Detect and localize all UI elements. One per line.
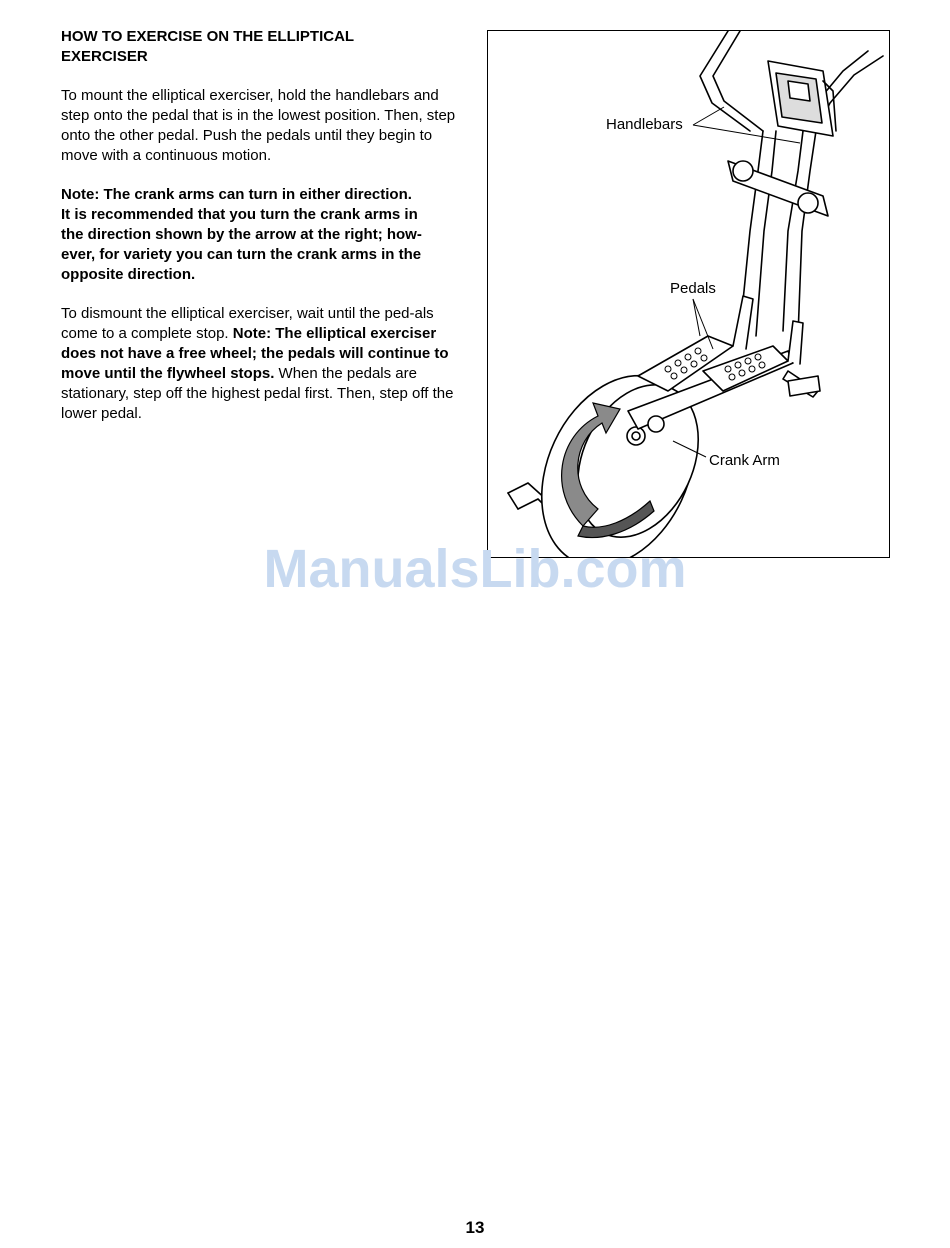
section-heading — [61, 27, 471, 67]
dismount-instructions — [61, 304, 471, 424]
instructions-column — [61, 27, 471, 443]
watermark: ManualsLib.com — [263, 539, 687, 599]
note-line: It is recommended that you turn the crank arms in — [61, 206, 418, 223]
pedals-label: Pedals — [670, 280, 716, 297]
mount-instructions: To mount the elliptical exerciser, hold the handlebars and step onto the pedal that is in the lowest position. Then, step onto the other pedal. Push the pedals until they begin to move with a continuous motion. — [61, 87, 456, 164]
section-heading-line-1: HOW TO EXERCISE ON THE ELLIPTICAL — [61, 28, 355, 45]
section-heading-line-2: EXERCISER — [61, 48, 148, 65]
note-line: opposite direction. — [61, 266, 196, 283]
dismount-text-end: When the pedals are stationary, step off the highest pedal first. Then, step off the lower pedal. — [61, 365, 454, 422]
page-number: 13 — [465, 1218, 485, 1237]
handlebars-label: Handlebars — [606, 116, 683, 133]
note-line: ever, for variety you can turn the crank arms in the — [61, 246, 422, 263]
note-line: Note: The crank arms can turn in either direction. — [61, 186, 412, 203]
free-wheel-note: Note: The elliptical exerciser does not have a free wheel; the pedals will continue to move until the flywheel stops. — [61, 325, 449, 382]
crank-arm-label: Crank Arm — [709, 452, 780, 469]
crank-direction-note — [61, 185, 471, 285]
elliptical-figure — [487, 30, 890, 558]
note-line: the direction shown by the arrow at the right; how- — [61, 226, 422, 243]
dismount-text-start: To dismount the elliptical exerciser, wait until the ped-als come to a complete stop. — [61, 305, 434, 342]
